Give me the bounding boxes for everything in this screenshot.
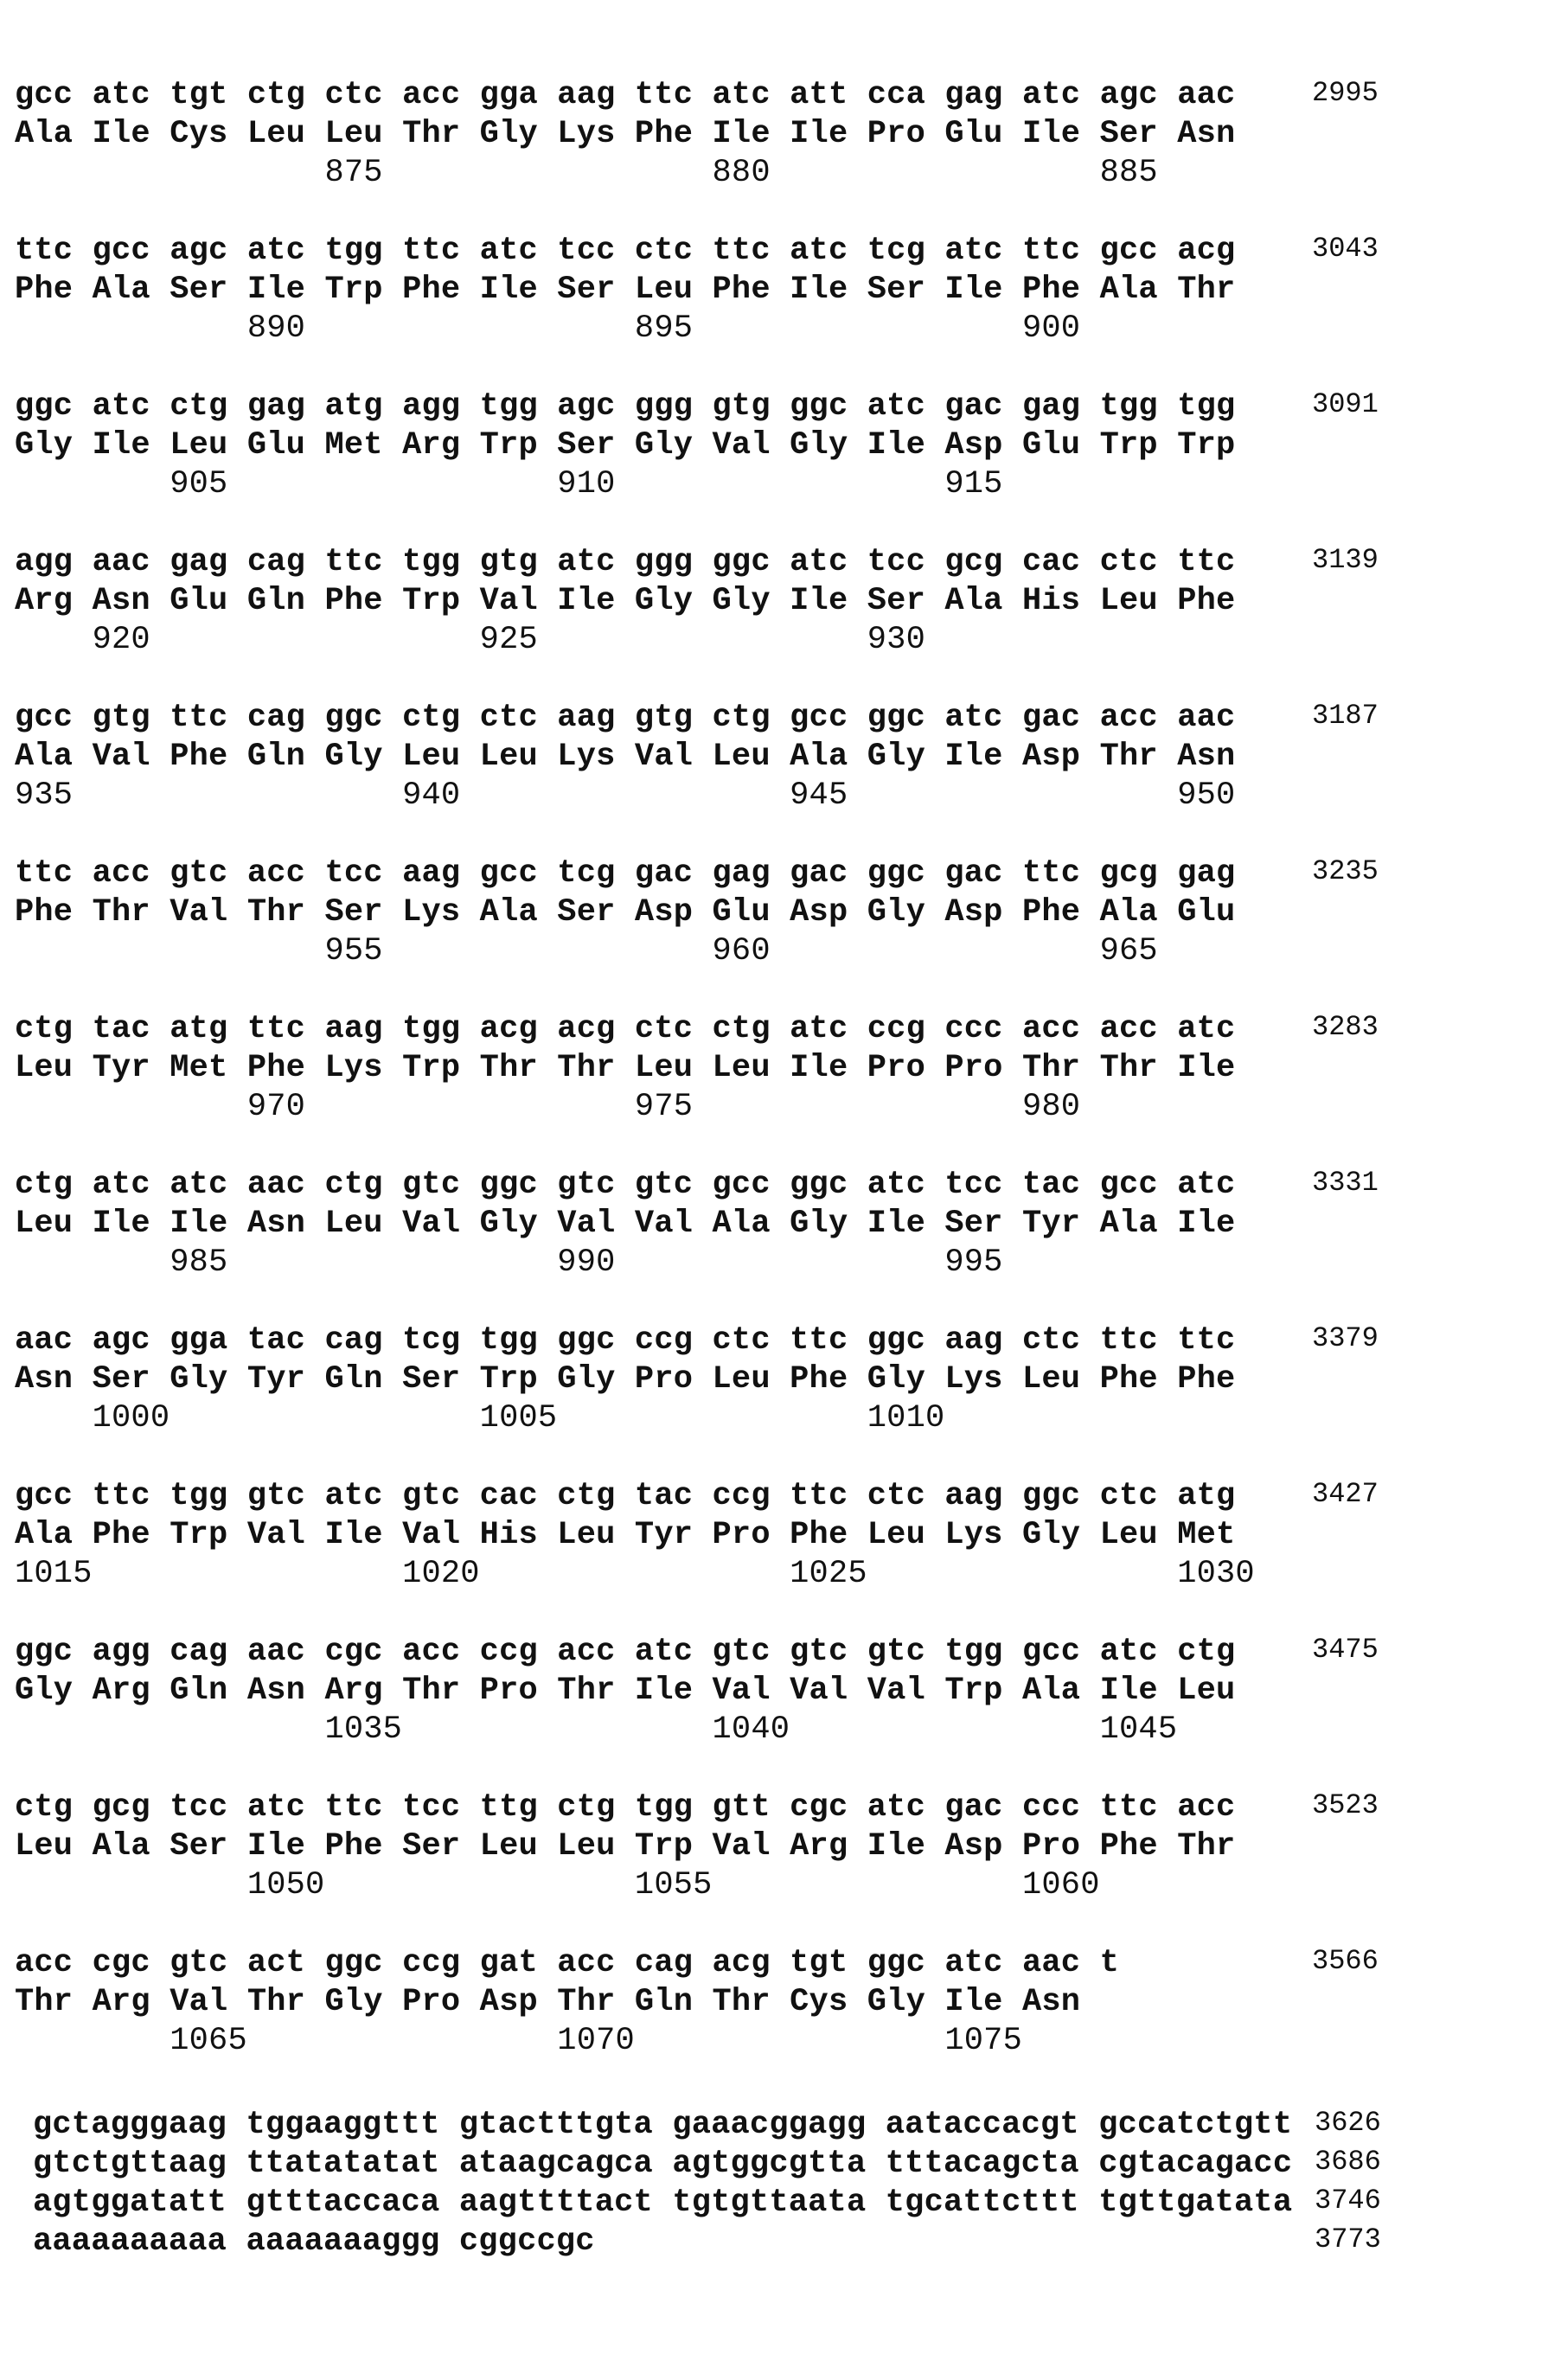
sequence-block	[15, 76, 1485, 193]
nucleotide-line: ttc gcc agc atc tgg ttc atc tcc ctc ttc atc tcg atc ttc gcc acg	[15, 232, 1485, 271]
amino-acid-line: Leu Ile Ile Asn Leu Val Gly Val Val Ala Gly Ile Ser Tyr Ala Ile	[15, 1205, 1485, 1244]
sequence-block	[15, 543, 1485, 660]
residue-number-line: 1000 1005 1010	[15, 1399, 1485, 1438]
nucleotide-line: gcc gtg ttc cag ggc ctg ctc aag gtg ctg gcc ggc atc gac acc aac	[15, 699, 1485, 738]
residue-number-line: 1015 1020 1025 1030	[15, 1555, 1485, 1594]
residue-number-line: 1065 1070 1075	[15, 2022, 1485, 2061]
amino-acid-line: Gly Ile Leu Glu Met Arg Trp Ser Gly Val Gly Ile Asp Glu Trp Trp	[15, 426, 1485, 465]
amino-acid-line: Phe Ala Ser Ile Trp Phe Ile Ser Leu Phe Ile Ser Ile Phe Ala Thr	[15, 271, 1485, 310]
nucleotide-line: ctg gcg tcc atc ttc tcc ttg ctg tgg gtt cgc atc gac ccc ttc acc	[15, 1788, 1485, 1827]
sequence-block	[15, 1944, 1485, 2061]
residue-number-line: 920 925 930	[15, 621, 1485, 660]
sequence-block	[15, 854, 1485, 971]
amino-acid-line: Arg Asn Glu Gln Phe Trp Val Ile Gly Gly Ile Ser Ala His Leu Phe	[15, 582, 1485, 621]
amino-acid-line: Ala Val Phe Gln Gly Leu Leu Lys Val Leu Ala Gly Ile Asp Thr Asn	[15, 738, 1485, 777]
residue-number-line: 935 940 945 950	[15, 777, 1485, 816]
nucleotide-line: gtctgttaag ttatatatat ataagcagca agtggcgtta tttacagcta cgtacagacc	[33, 2145, 1503, 2184]
amino-acid-line: Leu Tyr Met Phe Lys Trp Thr Thr Leu Leu Ile Pro Pro Thr Thr Ile	[15, 1049, 1485, 1088]
nucleotide-line: ggc atc ctg gag atg agg tgg agc ggg gtg ggc atc gac gag tgg tgg	[15, 387, 1485, 426]
sequence-block	[15, 1010, 1485, 1127]
nucleotide-position: 3091	[1312, 385, 1379, 424]
nucleotide-line: gcc ttc tgg gtc atc gtc cac ctg tac ccg ttc ctc aag ggc ctc atg	[15, 1477, 1485, 1516]
residue-number-line: 1035 1040 1045	[15, 1711, 1485, 1750]
nucleotide-line: agg aac gag cag ttc tgg gtg atc ggg ggc atc tcc gcg cac ctc ttc	[15, 543, 1485, 582]
residue-number-line: 970 975 980	[15, 1088, 1485, 1127]
amino-acid-line: Asn Ser Gly Tyr Gln Ser Trp Gly Pro Leu Phe Gly Lys Leu Phe Phe	[15, 1360, 1485, 1399]
amino-acid-line: Leu Ala Ser Ile Phe Ser Leu Leu Trp Val Arg Ile Asp Pro Phe Thr	[15, 1827, 1485, 1866]
nucleotide-position: 3235	[1312, 852, 1379, 891]
sequence-block	[15, 699, 1485, 816]
nucleotide-position: 3566	[1312, 1942, 1379, 1980]
residue-number-line: 985 990 995	[15, 1244, 1485, 1283]
nucleotide-line: acc cgc gtc act ggc ccg gat acc cag acg tgt ggc atc aac t	[15, 1944, 1485, 1983]
nucleotide-position: 3331	[1312, 1163, 1379, 1202]
amino-acid-line: Ala Ile Cys Leu Leu Thr Gly Lys Phe Ile Ile Pro Glu Ile Ser Asn	[15, 115, 1485, 154]
nucleotide-position: 3475	[1312, 1630, 1379, 1669]
amino-acid-line: Ala Phe Trp Val Ile Val His Leu Tyr Pro Phe Leu Lys Gly Leu Met	[15, 1516, 1485, 1555]
sequence-row	[33, 2223, 1503, 2262]
nucleotide-line: aaaaaaaaaa aaaaaaaggg cggccgc	[33, 2223, 1503, 2262]
sequence-block	[15, 1633, 1485, 1750]
nucleotide-line: gctagggaag tggaaggttt gtactttgta gaaacggagg aataccacgt gccatctgtt	[33, 2106, 1503, 2145]
amino-acid-line: Thr Arg Val Thr Gly Pro Asp Thr Gln Thr Cys Gly Ile Asn	[15, 1983, 1485, 2022]
nucleotide-line: agtggatatt gtttaccaca aagttttact tgtgttaata tgcattcttt tgttgatata	[33, 2184, 1503, 2223]
sequence-row	[33, 2106, 1503, 2145]
sequence-block	[15, 387, 1485, 504]
sequence-block	[15, 1321, 1485, 1438]
nucleotide-position: 3379	[1312, 1319, 1379, 1358]
amino-acid-line: Phe Thr Val Thr Ser Lys Ala Ser Asp Glu Asp Gly Asp Phe Ala Glu	[15, 893, 1485, 932]
nucleotide-position: 3523	[1312, 1786, 1379, 1825]
untranslated-sequence	[33, 2106, 1503, 2262]
nucleotide-line: aac agc gga tac cag tcg tgg ggc ccg ctc ttc ggc aag ctc ttc ttc	[15, 1321, 1485, 1360]
nucleotide-position: 3686	[1315, 2142, 1381, 2181]
nucleotide-line: gcc atc tgt ctg ctc acc gga aag ttc atc att cca gag atc agc aac	[15, 76, 1485, 115]
sequence-block	[15, 1477, 1485, 1594]
residue-number-line: 905 910 915	[15, 465, 1485, 504]
nucleotide-line: ctg atc atc aac ctg gtc ggc gtc gtc gcc ggc atc tcc tac gcc atc	[15, 1166, 1485, 1205]
sequence-block	[15, 1788, 1485, 1905]
residue-number-line: 875 880 885	[15, 154, 1485, 193]
nucleotide-position: 3283	[1312, 1008, 1379, 1046]
nucleotide-position: 3773	[1315, 2220, 1381, 2259]
nucleotide-position: 3043	[1312, 229, 1379, 268]
nucleotide-line: ggc agg cag aac cgc acc ccg acc atc gtc gtc gtc tgg gcc atc ctg	[15, 1633, 1485, 1672]
amino-acid-line: Gly Arg Gln Asn Arg Thr Pro Thr Ile Val Val Val Trp Ala Ile Leu	[15, 1672, 1485, 1711]
nucleotide-line: ctg tac atg ttc aag tgg acg acg ctc ctg atc ccg ccc acc acc atc	[15, 1010, 1485, 1049]
nucleotide-position: 3746	[1315, 2181, 1381, 2220]
sequence-row	[33, 2145, 1503, 2184]
nucleotide-position: 3139	[1312, 541, 1379, 579]
nucleotide-position: 3187	[1312, 696, 1379, 735]
nucleotide-position: 2995	[1312, 74, 1379, 112]
residue-number-line: 890 895 900	[15, 310, 1485, 349]
nucleotide-position: 3427	[1312, 1475, 1379, 1513]
residue-number-line: 955 960 965	[15, 932, 1485, 971]
residue-number-line: 1050 1055 1060	[15, 1866, 1485, 1905]
nucleotide-position: 3626	[1315, 2103, 1381, 2142]
sequence-block	[15, 232, 1485, 349]
nucleotide-line: ttc acc gtc acc tcc aag gcc tcg gac gag gac ggc gac ttc gcg gag	[15, 854, 1485, 893]
sequence-row	[33, 2184, 1503, 2223]
sequence-block	[15, 1166, 1485, 1283]
